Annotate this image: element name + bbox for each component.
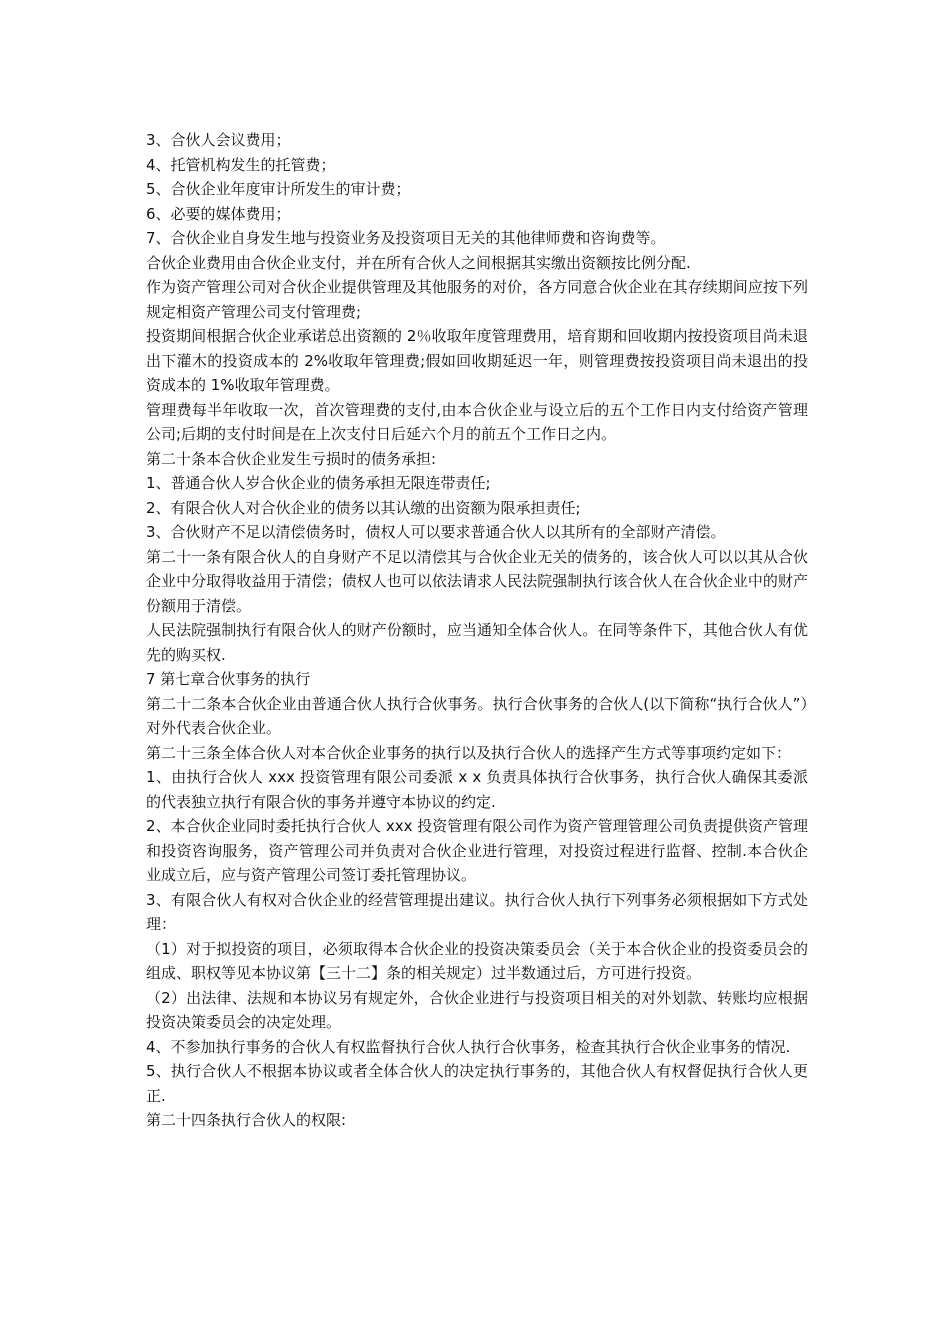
paragraph: 3、合伙财产不足以清偿债务时，债权人可以要求普通合伙人以其所有的全部财产清偿。: [146, 523, 726, 541]
article-heading: 第二十四条执行合伙人的权限:: [146, 1111, 347, 1129]
paragraph: 人民法院强制执行有限合伙人的财产份额时，应当通知全体合伙人。在同等条件下，其他合伙人有优先的购买权.: [146, 621, 808, 664]
paragraph: 3、有限合伙人有权对合伙企业的经营管理提出建议。执行合伙人执行下列事务必须根据如下方式处理：: [146, 890, 808, 933]
paragraph: 投资期间根据合伙企业承诺总出资额的 2％收取年度管理费用，培育期和回收期内按投资项目尚未退出下灌木的投资成本的 2%收取年管理费;假如回收期延迟一年，则管理费按投资项目尚未退出的投资成本的 1%收取年管理费。: [146, 327, 808, 394]
chapter-heading: 7 第七章合伙事务的执行: [146, 670, 311, 688]
paragraph: 合伙企业费用由合伙企业支付，并在所有合伙人之间根据其实缴出资额按比例分配.: [146, 253, 691, 272]
paragraph: 3、合伙人会议费用；: [146, 131, 291, 149]
paragraph: 1、由执行合伙人 xxx 投资管理有限公司委派 x x 负责具体执行合伙事务，执行合伙人确保其委派的代表独立执行有限合伙的事务并遵守本协议的约定.: [146, 768, 808, 811]
paragraph: 6、必要的媒体费用；: [146, 204, 291, 223]
paragraph: 1、普通合伙人岁合伙企业的债务承担无限连带责任;: [146, 474, 491, 492]
paragraph: 4、托管机构发生的托管费；: [146, 155, 336, 174]
paragraph: 2、有限合伙人对合伙企业的债务以其认缴的出资额为限承担责任;: [146, 498, 581, 517]
paragraph: 5、合伙企业年度审计所发生的审计费；: [146, 180, 411, 198]
paragraph: 管理费每半年收取一次，首次管理费的支付,由本合伙企业与设立后的五个工作日内支付给资产管理公司;后期的支付时间是在上次支付日后延六个月的前五个工作日之内。: [146, 400, 808, 443]
paragraph: 5、执行合伙人不根据本协议或者全体合伙人的决定执行事务的，其他合伙人有权督促执行合伙人更正.: [146, 1062, 808, 1105]
paragraph: 作为资产管理公司对合伙企业提供管理及其他服务的对价，各方同意合伙企业在其存续期间应按下列规定相资产管理公司支付管理费;: [146, 278, 808, 321]
paragraph: 2、本合伙企业同时委托执行合伙人 xxx 投资管理有限公司作为资产管理管理公司负责提供资产管理和投资咨询服务，资产管理公司并负责对合伙企业进行管理，对投资过程进行监督、控制.本合伙企业成立后，应与资产管理公司签订委托管理协议。: [146, 817, 808, 884]
paragraph: 第二十二条本合伙企业由普通合伙人执行合伙事务。执行合伙事务的合伙人(以下简称“执行合伙人”）对外代表合伙企业。: [146, 694, 808, 737]
paragraph: 7、合伙企业自身发生地与投资业务及投资项目无关的其他律师费和咨询费等。: [146, 229, 666, 247]
paragraph: 第二十一条有限合伙人的自身财产不足以清偿其与合伙企业无关的债务的，该合伙人可以以其从合伙企业中分取得收益用于清偿；债权人也可以依法请求人民法院强制执行该合伙人在合伙企业中的财产份额用于清偿。: [146, 547, 808, 615]
article-heading: 第二十条本合伙企业发生亏损时的债务承担:: [146, 449, 437, 468]
paragraph: （2）出法律、法规和本协议另有规定外，合伙企业进行与投资项目相关的对外划款、转账均应根据投资决策委员会的决定处理。: [146, 988, 808, 1031]
paragraph: （1）对于拟投资的项目，必须取得本合伙企业的投资决策委员会（关于本合伙企业的投资委员会的组成、职权等见本协议第【三十二】条的相关规定）过半数通过后，方可进行投资。: [146, 939, 808, 982]
document-body: [146, 128, 808, 1133]
paragraph: 第二十三条全体合伙人对本合伙企业事务的执行以及执行合伙人的选择产生方式等事项约定如下：: [146, 743, 792, 762]
paragraph: 4、不参加执行事务的合伙人有权监督执行合伙人执行合伙事务，检查其执行合伙企业事务的情况.: [146, 1037, 791, 1056]
